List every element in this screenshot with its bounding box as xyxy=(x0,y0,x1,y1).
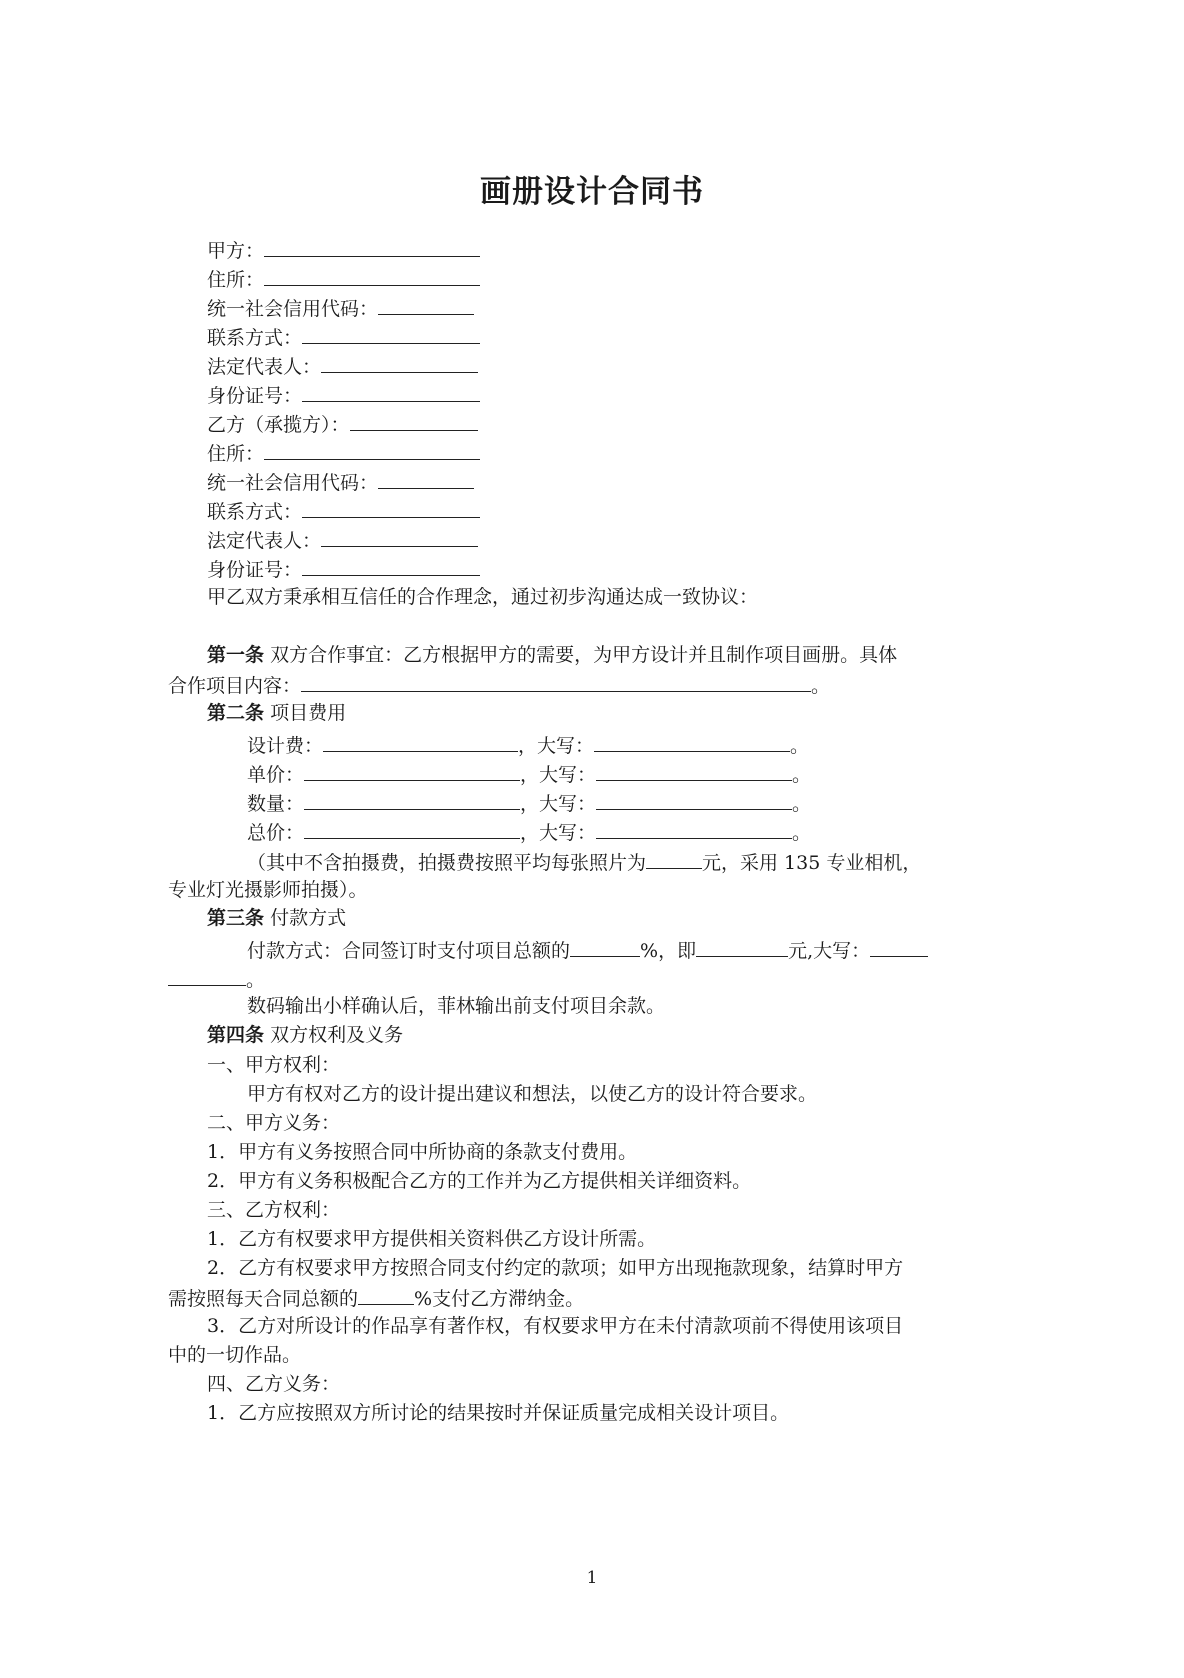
period: 。 xyxy=(792,764,812,786)
period: 。 xyxy=(792,822,812,844)
field-label: 统一社会信用代码： xyxy=(207,472,379,494)
fill-blank xyxy=(596,790,792,810)
fill-blank xyxy=(302,498,480,518)
article-1-text: 双方合作事宜：乙方根据甲方的需要，为甲方设计并且制作项目画册。具体 xyxy=(270,644,898,666)
article-1-line-2 xyxy=(168,672,830,698)
fee-row-design xyxy=(247,732,809,758)
article-1-heading: 第一条 xyxy=(207,644,265,666)
party-a-obligation-1: 1．甲方有义务按照合同中所协商的条款支付费用。 xyxy=(207,1141,638,1163)
field-label: 住所： xyxy=(207,443,265,465)
party-b-credit-code-field xyxy=(207,469,474,495)
upper-label: ，大写： xyxy=(520,793,597,815)
fill-blank xyxy=(264,440,480,460)
payment-terms-line-1 xyxy=(247,937,928,963)
article-3-heading-line xyxy=(207,906,346,930)
fill-blank xyxy=(264,266,480,286)
fee-row-unit-price xyxy=(247,761,811,787)
party-b-right-3-line-2: 中的一切作品。 xyxy=(168,1344,302,1366)
payment-text: %，即 xyxy=(640,940,697,962)
fill-blank xyxy=(302,556,480,576)
fill-blank xyxy=(301,672,811,692)
page-number: 1 xyxy=(586,1568,598,1588)
fill-blank xyxy=(594,732,790,752)
note-text: （其中不含拍摄费，拍摄费按照平均每张照片为 xyxy=(247,852,647,874)
field-label: 乙方（承揽方）： xyxy=(207,414,350,436)
note-text: 元，采用 135 专业相机， xyxy=(702,852,922,874)
fill-blank xyxy=(321,353,478,373)
party-a-legal-rep-field xyxy=(207,353,478,379)
fill-blank xyxy=(264,237,480,257)
party-b-rights-heading: 三、乙方权利： xyxy=(207,1199,341,1221)
upper-label: ，大写： xyxy=(520,822,597,844)
intro-paragraph: 甲乙双方秉承相互信任的合作理念，通过初步沟通达成一致协议： xyxy=(207,586,759,608)
article-2-title: 项目费用 xyxy=(270,702,347,724)
fee-label: 单价： xyxy=(247,764,305,786)
article-2-heading: 第二条 xyxy=(207,702,265,724)
fill-blank xyxy=(378,469,474,489)
field-label: 身份证号： xyxy=(207,385,303,407)
right-text: 需按照每天合同总额的 xyxy=(168,1288,359,1310)
party-b-right-2-line-1: 2．乙方有权要求甲方按照合同支付约定的款项；如甲方出现拖款现象，结算时甲方 xyxy=(207,1257,904,1279)
fee-label: 数量： xyxy=(247,793,305,815)
field-label: 甲方： xyxy=(207,240,265,262)
fee-label: 设计费： xyxy=(247,735,324,757)
article-4-heading: 第四条 xyxy=(207,1024,265,1046)
party-a-rights-text: 甲方有权对乙方的设计提出建议和想法，以使乙方的设计符合要求。 xyxy=(247,1083,818,1105)
field-label: 联系方式： xyxy=(207,327,303,349)
field-label: 身份证号： xyxy=(207,559,303,581)
fill-blank xyxy=(378,295,474,315)
party-a-credit-code-field xyxy=(207,295,474,321)
photo-fee-note-line-1 xyxy=(247,849,921,875)
fill-blank xyxy=(323,732,518,752)
fill-blank xyxy=(321,527,478,547)
article-3-title: 付款方式 xyxy=(270,907,347,929)
field-label: 法定代表人： xyxy=(207,530,322,552)
period: 。 xyxy=(811,675,831,697)
fee-row-quantity xyxy=(247,790,811,816)
party-a-rights-heading: 一、甲方权利： xyxy=(207,1054,341,1076)
fill-blank xyxy=(870,937,928,957)
article-1-line-1 xyxy=(207,643,897,667)
field-label: 住所： xyxy=(207,269,265,291)
party-b-obligation-1: 1．乙方应按照双方所讨论的结果按时并保证质量完成相关设计项目。 xyxy=(207,1402,790,1424)
photo-fee-note-line-2: 专业灯光摄影师拍摄）。 xyxy=(168,879,368,901)
party-b-address-field xyxy=(207,440,480,466)
field-label: 联系方式： xyxy=(207,501,303,523)
fill-blank xyxy=(596,819,792,839)
article-2-heading-line xyxy=(207,701,346,725)
party-b-right-1: 1．乙方有权要求甲方提供相关资料供乙方设计所需。 xyxy=(207,1228,657,1250)
fee-label: 总价： xyxy=(247,822,305,844)
party-a-obligations-heading: 二、甲方义务： xyxy=(207,1112,341,1134)
fill-blank xyxy=(596,761,792,781)
fill-blank xyxy=(696,937,788,957)
fill-blank xyxy=(302,324,480,344)
period: 。 xyxy=(790,735,810,757)
field-label: 法定代表人： xyxy=(207,356,322,378)
fill-blank xyxy=(358,1285,414,1305)
field-label: 统一社会信用代码： xyxy=(207,298,379,320)
period: 。 xyxy=(246,969,266,991)
fee-row-total xyxy=(247,819,811,845)
payment-balance-line: 数码输出小样确认后，菲林输出前支付项目余款。 xyxy=(247,995,666,1017)
fill-blank xyxy=(304,819,520,839)
party-a-address-field xyxy=(207,266,480,292)
upper-label: ，大写： xyxy=(520,764,597,786)
right-text: %支付乙方滞纳金。 xyxy=(414,1288,585,1310)
article-3-heading: 第三条 xyxy=(207,907,265,929)
party-b-legal-rep-field xyxy=(207,527,478,553)
party-b-right-2-line-2 xyxy=(168,1285,584,1311)
article-4-title: 双方权利及义务 xyxy=(270,1024,404,1046)
payment-text: 付款方式：合同签订时支付项目总额的 xyxy=(247,940,571,962)
party-b-right-3-line-1: 3．乙方对所设计的作品享有著作权，有权要求甲方在未付清款项前不得使用该项目 xyxy=(207,1315,904,1337)
upper-label: ，大写： xyxy=(518,735,595,757)
party-b-id-field xyxy=(207,556,480,582)
fill-blank xyxy=(350,411,478,431)
payment-terms-line-2 xyxy=(168,966,265,992)
party-a-obligation-2: 2．甲方有义务积极配合乙方的工作并为乙方提供相关详细资料。 xyxy=(207,1170,752,1192)
field-label: 合作项目内容： xyxy=(168,675,302,697)
fill-blank xyxy=(304,761,520,781)
fill-blank xyxy=(302,382,480,402)
period: 。 xyxy=(792,793,812,815)
fill-blank xyxy=(168,966,246,986)
fill-blank xyxy=(646,849,702,869)
fill-blank xyxy=(570,937,640,957)
party-a-id-field xyxy=(207,382,480,408)
article-4-heading-line xyxy=(207,1023,403,1047)
party-b-obligations-heading: 四、乙方义务： xyxy=(207,1373,341,1395)
page-title: 画册设计合同书 xyxy=(480,174,704,210)
party-a-contact-field xyxy=(207,324,480,350)
party-a-name-field xyxy=(207,237,480,263)
party-b-contact-field xyxy=(207,498,480,524)
payment-text: 元,大写： xyxy=(788,940,871,962)
party-b-name-field xyxy=(207,411,478,437)
fill-blank xyxy=(304,790,520,810)
